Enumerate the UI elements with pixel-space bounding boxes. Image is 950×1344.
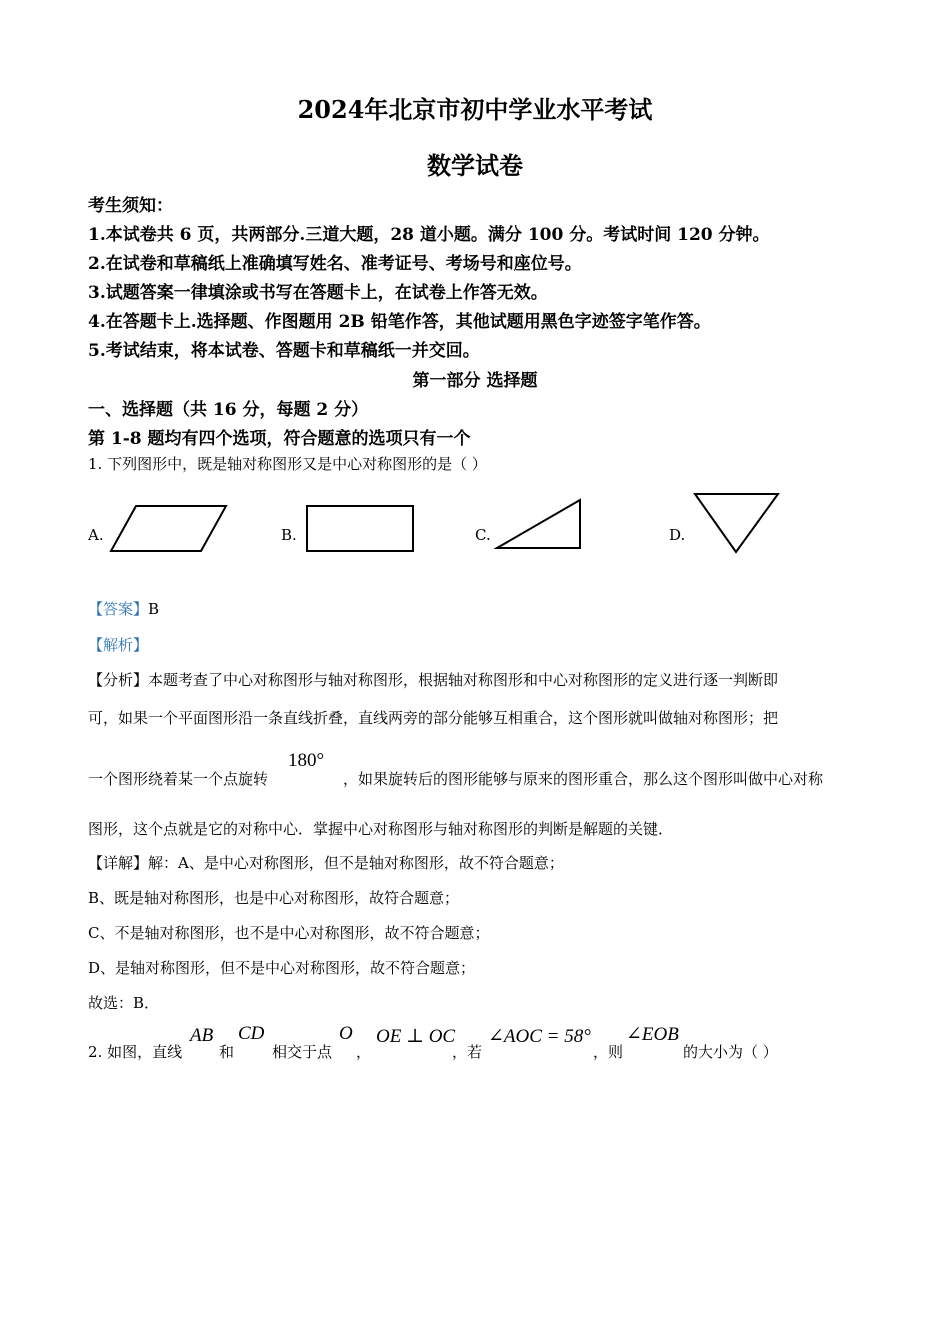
math-angle-aoc: ∠AOC = 58°	[488, 1026, 591, 1047]
parallelogram-figure	[108, 503, 230, 555]
analysis-line: 图形，这个点就是它的对称中心．掌握中心对称图形与轴对称图形的判断是解题的关键．	[88, 820, 674, 838]
analysis-line: 可，如果一个平面图形沿一条直线折叠，直线两旁的部分能够互相重合，这个图形就叫做轴对称图形；把	[88, 709, 779, 727]
answer-value: B	[148, 600, 160, 618]
question-2-text: ，则	[593, 1043, 624, 1061]
answer-tag: 【答案】	[88, 600, 149, 618]
detail-line: C、不是轴对称图形，也不是中心对称图形，故不符合题意；	[88, 924, 490, 942]
detail-line: 故选：B．	[88, 994, 160, 1012]
section-title: 一、选择题（共 16 分，每题 2 分）	[88, 400, 369, 420]
detail-line: D、是轴对称图形，但不是中心对称图形，故不符合题意；	[88, 959, 476, 977]
option-b-label: B.	[281, 526, 297, 544]
notice-heading: 考生须知：	[88, 196, 173, 216]
question-2-text: ，若	[452, 1043, 483, 1061]
question-1-text: 1. 下列图形中，既是轴对称图形又是中心对称图形的是（ ）	[88, 455, 487, 473]
analysis-line: 一个图形绕着某一个点旋转	[88, 770, 269, 788]
notice-item: 2.在试卷和草稿纸上准确填写姓名、准考证号、考场号和座位号。	[88, 254, 582, 274]
answer-line	[88, 598, 159, 619]
analysis-line: 【分析】本题考查了中心对称图形与轴对称图形，根据轴对称图形和中心对称图形的定义进行逐一判断即	[88, 671, 779, 689]
detail-line: 【详解】解：A、是中心对称图形，但不是轴对称图形，故不符合题意；	[88, 854, 564, 872]
analysis-line: ，如果旋转后的图形能够与原来的图形重合，那么这个图形叫做中心对称	[343, 770, 824, 788]
notice-item: 3.试题答案一律填涂或书写在答题卡上，在试卷上作答无效。	[88, 283, 548, 303]
notice-item: 1.本试卷共 6 页，共两部分.三道大题，28 道小题。满分 100 分。考试时间 120 分钟。	[88, 225, 770, 245]
question-2-text: 的大小为（ ）	[683, 1043, 778, 1061]
math-angle-eob: ∠EOB	[626, 1024, 679, 1045]
math-cd: CD	[238, 1023, 265, 1044]
question-2-text: 和	[219, 1043, 235, 1061]
exam-title: 2024年北京市初中学业水平考试	[297, 95, 653, 124]
detail-line: B、既是轴对称图形，也是中心对称图形，故符合题意；	[88, 889, 460, 907]
inverted-triangle-figure	[692, 491, 782, 555]
section-note: 第 1-8 题均有四个选项，符合题意的选项只有一个	[88, 429, 471, 449]
math-ab: AB	[190, 1025, 214, 1046]
question-2-text: 2. 如图，直线	[88, 1043, 183, 1061]
notice-item: 4.在答题卡上.选择题、作图题用 2B 铅笔作答，其他试题用黑色字迹签字笔作答。	[88, 312, 711, 332]
analysis-tag: 【解析】	[88, 636, 149, 654]
rotation-angle: 180°	[288, 750, 325, 771]
part-title: 第一部分 选择题	[412, 371, 538, 391]
question-2-text: ，	[356, 1043, 372, 1061]
rectangle-figure	[304, 503, 416, 555]
notice-item: 5.考试结束，将本试卷、答题卡和草稿纸一并交回。	[88, 341, 480, 361]
math-o: O	[339, 1023, 353, 1044]
math-oe-perp-oc: OE ⊥ OC	[376, 1026, 456, 1047]
exam-subtitle: 数学试卷	[427, 151, 523, 180]
option-c-label: C.	[475, 526, 491, 544]
question-2-text: 相交于点	[272, 1043, 333, 1061]
option-d-label: D.	[669, 526, 686, 544]
right-triangle-figure	[494, 497, 584, 553]
option-a-label: A.	[88, 526, 104, 544]
